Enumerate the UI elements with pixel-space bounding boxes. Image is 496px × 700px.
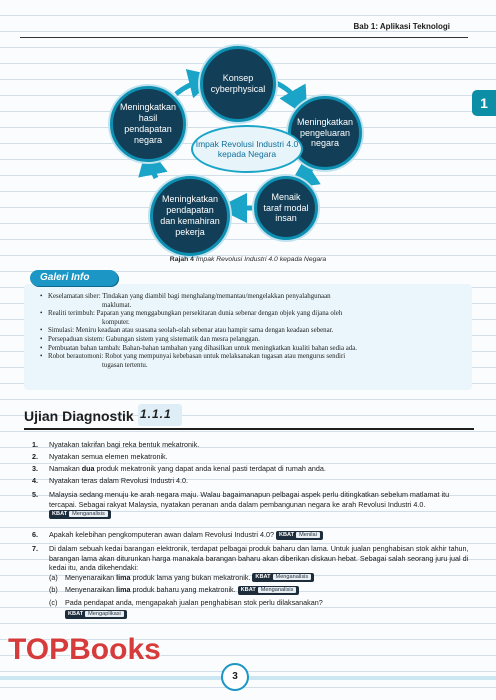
question-number: 3. bbox=[32, 464, 38, 473]
galeri-item bbox=[42, 353, 458, 370]
arrow-1 bbox=[274, 82, 300, 104]
question-3 bbox=[32, 464, 472, 474]
chapter-tab: 1 bbox=[472, 90, 496, 116]
question-text: Nyatakan semua elemen mekatronik. bbox=[49, 452, 168, 461]
question-5 bbox=[32, 490, 472, 519]
item-text: Persepaduan sistem: Gabungan sistem yang sistematik dan mesra pelanggan. bbox=[48, 335, 260, 343]
item-cont: tugasan tertentu. bbox=[102, 361, 148, 369]
kbat-badge bbox=[238, 586, 300, 595]
node-label: Menaik taraf modal insan bbox=[263, 191, 309, 224]
kbat-label: KBAT bbox=[255, 574, 271, 581]
node-modal-insan bbox=[254, 176, 318, 240]
arrow-4 bbox=[150, 160, 156, 178]
subquestion-c bbox=[32, 598, 472, 608]
topbooks-logo: TOPBooks bbox=[8, 633, 161, 666]
galeri-item bbox=[42, 345, 458, 354]
sub-letter: (c) bbox=[49, 597, 58, 607]
kbat-level: Menganalisis bbox=[258, 587, 297, 593]
subquestion-c-badge bbox=[32, 610, 472, 620]
center-label: Impak Revolusi Industri 4.0 kepada Negara bbox=[195, 138, 299, 159]
section-title: Ujian Diagnostik bbox=[24, 408, 134, 424]
kbat-level: Mengaplikasi bbox=[85, 611, 124, 617]
kbat-level: Menilai bbox=[296, 532, 320, 538]
galeri-item bbox=[42, 310, 458, 327]
question-text: Nyatakan teras dalam Revolusi Industri 4.0. bbox=[49, 476, 189, 485]
item-text: Simulasi: Meniru keadaan atau suasana seolah-olah sebenar atau hampir sama dengan keadaan sebenar. bbox=[48, 327, 334, 335]
text-part: produk lama yang bukan mekatronik. bbox=[130, 572, 251, 582]
question-text bbox=[32, 490, 472, 519]
kbat-level: Menganalisis bbox=[69, 511, 108, 517]
question-number: 7. bbox=[32, 544, 38, 553]
text-bold: lima bbox=[116, 572, 131, 582]
question-number: 1. bbox=[32, 440, 38, 449]
question-text: Di dalam sebuah kedai barangan elektronik, terdapat pelbagai produk baharu dan lama. Untuk jualan penghabisan stok akhir tahun, barangan lama akan diturunkan harga manakala barangan baharu akan diberikan diskaun hebat. Sebagai salah seorang juru jual di kedai itu, anda dikehendaki: bbox=[49, 544, 469, 573]
galeri-item bbox=[42, 293, 458, 310]
question-number: 2. bbox=[32, 452, 38, 461]
question-7 bbox=[32, 544, 472, 619]
sub-letter: (b) bbox=[49, 585, 58, 595]
impact-diagram bbox=[0, 0, 496, 270]
subquestion-b bbox=[32, 585, 472, 595]
section-rule bbox=[24, 428, 474, 430]
node-pendapatan-pekerja bbox=[150, 176, 230, 256]
question-6 bbox=[32, 530, 472, 540]
node-cyberphysical bbox=[200, 46, 276, 122]
diagram-center bbox=[191, 125, 303, 173]
galeri-info-title: Galeri Info bbox=[30, 270, 118, 286]
chapter-header: Bab 1: Aplikasi Teknologi bbox=[353, 22, 450, 31]
node-label: Konsep cyberphysical bbox=[210, 73, 266, 94]
node-label: Meningkatkan pendapatan dan kemahiran pekerja bbox=[160, 194, 220, 237]
question-text bbox=[32, 464, 472, 474]
caption-text: Impak Revolusi Industri 4.0 kepada Negara bbox=[195, 256, 327, 263]
item-cont: komputer. bbox=[102, 318, 130, 326]
text-part: Menyenaraikan bbox=[65, 585, 117, 595]
node-hasil-negara bbox=[110, 86, 186, 162]
kbat-label: KBAT bbox=[240, 586, 256, 593]
question-number: 4. bbox=[32, 476, 38, 485]
section-number: 1.1.1 bbox=[140, 407, 172, 421]
item-text: Realiti terimbuh: Paparan yang menggabungkan persekitaran dunia sebenar dengan objek yang dijana oleh bbox=[48, 310, 343, 318]
question-number: 6. bbox=[32, 530, 38, 539]
text-part: produk baharu yang mekatronik. bbox=[130, 585, 236, 595]
node-label: Meningkatkan pengeluaran negara bbox=[296, 116, 354, 149]
text-part: Namakan bbox=[49, 464, 82, 473]
item-text: Robot berautomoni: Robot yang mempunyai kebebasan untuk melaksanakan tugasan atau mengurus sendiri bbox=[48, 353, 346, 361]
node-label: Meningkatkan hasil pendapatan negara bbox=[119, 102, 177, 145]
question-2 bbox=[32, 452, 472, 462]
galeri-item bbox=[42, 336, 458, 345]
item-text: Keselamatan siber: Tindakan yang diambil bagi menghalang/memantau/mengelakkan penyalahgunaan bbox=[48, 293, 331, 300]
text-part: Malaysia sedang menuju ke arah negara maju. Walau bagaimanapun pelbagai aspek perlu ditingkatkan sebelum matlamat itu tercapai. Sebagai rakyat Malaysia, nyatakan peranan anda dalam pembangunan negara ke arah Revolusi Industri 4.0. bbox=[49, 490, 450, 509]
kbat-badge bbox=[252, 573, 314, 582]
sub-letter: (a) bbox=[49, 572, 58, 582]
page-number: 3 bbox=[221, 663, 249, 691]
text-part: produk mekatronik yang dapat anda kenal pasti terdapat di rumah anda. bbox=[94, 464, 326, 473]
kbat-label: KBAT bbox=[278, 531, 295, 538]
text-part: Menyenaraikan bbox=[65, 572, 117, 582]
figure-caption bbox=[0, 256, 496, 263]
kbat-label: KBAT bbox=[52, 510, 68, 517]
text-part: Pada pendapat anda, mengapakah jualan penghabisan stok perlu dilaksanakan? bbox=[65, 597, 323, 607]
text-bold: lima bbox=[116, 585, 131, 595]
question-number: 5. bbox=[32, 490, 38, 499]
kbat-badge bbox=[65, 610, 127, 619]
kbat-label: KBAT bbox=[68, 611, 84, 618]
question-text: Nyatakan takrifan bagi reka bentuk mekatronik. bbox=[49, 440, 200, 449]
caption-label: Rajah 4 bbox=[169, 256, 194, 263]
subquestion-a bbox=[32, 573, 472, 583]
question-4 bbox=[32, 476, 472, 486]
kbat-badge bbox=[276, 531, 323, 540]
kbat-level: Menganalisis bbox=[273, 574, 312, 580]
text-part: Apakah kelebihan pengkomputeran awan dalam Revolusi Industri 4.0? bbox=[49, 530, 274, 539]
galeri-info-box bbox=[24, 284, 472, 390]
question-1 bbox=[32, 440, 472, 450]
galeri-item bbox=[42, 327, 458, 336]
item-cont: maklumat. bbox=[102, 301, 132, 309]
item-text: Pembuatan bahan tambah: Bahan-bahan tambahan yang dihasilkan untuk meningkatkan kualiti bahan sedia ada. bbox=[48, 344, 358, 352]
galeri-list bbox=[24, 284, 472, 370]
text-bold: dua bbox=[81, 464, 95, 473]
question-text bbox=[32, 530, 472, 540]
kbat-badge bbox=[49, 510, 111, 519]
